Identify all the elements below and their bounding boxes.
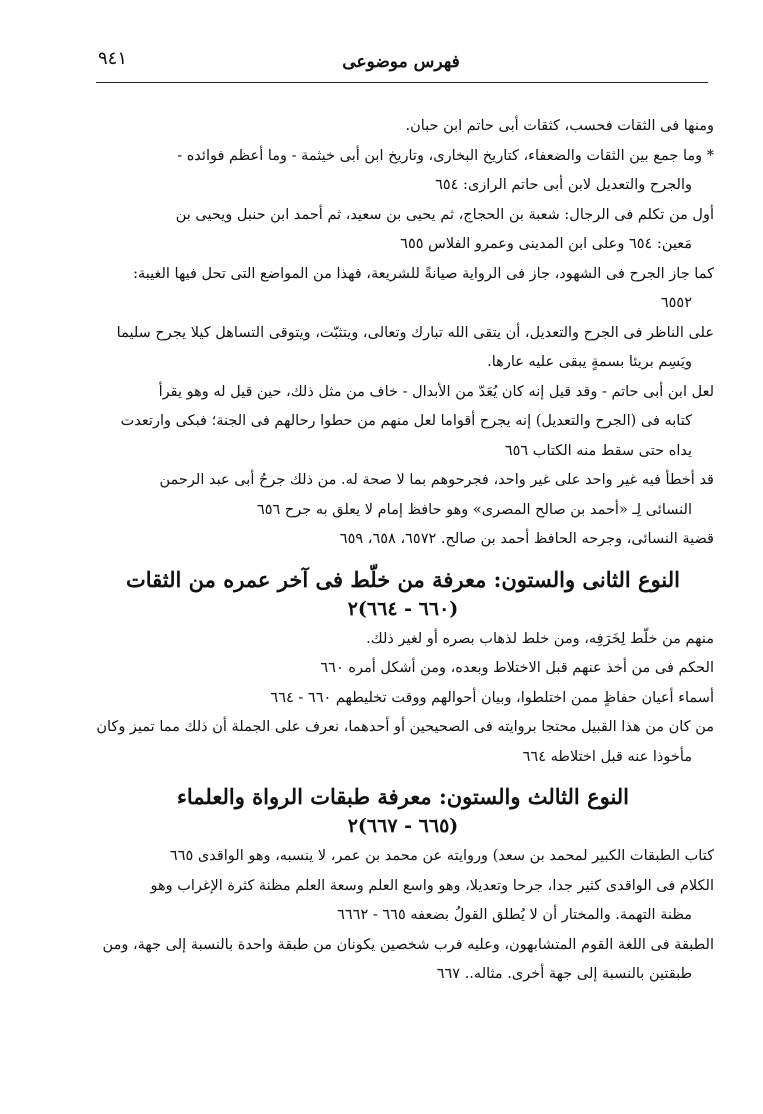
index-line: طبقتين بالنسبة إلى جهة أخرى. مثاله.. ٦٦٧	[436, 966, 692, 982]
running-title: فهرس موضوعى	[342, 52, 460, 72]
index-line: * وما جمع بين الثقات والضعفاء، كتاريخ البخارى، وتاريخ ابن أبى خيثمة - وما أعظم فوائده -	[177, 147, 714, 164]
index-entries	[92, 112, 714, 990]
index-line: يداه حتى سقط منه الكتاب ٦٥٦	[504, 442, 692, 459]
index-line: قد أخطأ فيه غير واحد على غير واحد، فجرحوهم بما لا صحة له. من ذلك جرحُ أبى عبد الرحمن	[159, 472, 714, 488]
index-line: قضية النسائى، وجرحه الحافظ أحمد بن صالح. ٦٥٧٢، ٦٥٨، ٦٥٩	[339, 531, 714, 547]
index-line: الحكم فى من أخذ عنهم قبل الاختلاط وبعده، ومن أشكل أمره ٦٦٠	[320, 660, 714, 676]
header-rule	[96, 82, 708, 83]
index-line: أول من تكلم فى الرجال: شعبة بن الحجاج، ثم يحيى بن سعيد، ثم أحمد ابن حنبل ويحيى بن	[175, 206, 714, 223]
index-line: كما جاز الجرح فى الشهود، جاز فى الرواية صيانةً للشريعة، فهذا من المواضع التى تحل فيها الغيبة:	[133, 265, 714, 282]
section-heading: النوع الثالث والستون: معرفة طبقات الرواة والعلماء	[176, 784, 630, 809]
section-page-range: (٦٦٥ - ٦٦٧)٢	[347, 815, 459, 837]
index-line: والجرح والتعديل لابن أبى حاتم الرازى: ٦٥٤	[435, 177, 692, 193]
page-number: ٩٤١	[98, 48, 128, 69]
index-line: ويَسِم بريئا بسمةٍ يبقى عليه عارها.	[487, 354, 692, 370]
index-line: ٦٥٥٢	[660, 295, 692, 311]
index-line: الكلام فى الواقدى كثير جدا، جرحا وتعديلا، وهو واسع العلم وسعة العلم مظنة كثرة الإغراب وهو	[150, 877, 714, 894]
index-line: لعل ابن أبى حاتم - وقد قيل إنه كان يُعَدّ من الأبدال - خاف من مثل ذلك، حين قيل له وهو يقرأ	[158, 383, 714, 400]
index-line: مظنة التهمة. والمختار أن لا يُطلق القولُ بضعفه ٦٦٥ - ٦٦٦٢	[337, 907, 692, 923]
index-line: أسماء أعيان حفاظٍ ممن اختلطوا، وبيان أحوالهم ووقت تخليطهم ٦٦٠ - ٦٦٤	[270, 689, 714, 706]
page-header	[96, 48, 706, 78]
index-line: من كان من هذا القبيل محتجا بروايته فى الصحيحين أو أحدهما، نعرف على الجملة أن ذلك مما تميز وكان	[96, 719, 714, 735]
index-line: منهم من خلّط لِخَرَفِه، ومن خلط لذهاب بصره أو لغير ذلك.	[366, 630, 714, 647]
index-line: مَعين: ٦٥٤ وعلى ابن المدينى وعمرو الفلاس ٦٥٥	[400, 236, 692, 252]
section-heading: النوع الثانى والستون: معرفة من خلّط فى آخر عمره من الثقات	[125, 566, 680, 592]
index-line: على الناظر فى الجرح والتعديل، أن يتقى الله تبارك وتعالى، ويتثبّت، ويتوقى التساهل كيلا يجرح سليما	[116, 324, 714, 341]
section-page-range: (٦٦٠ - ٦٦٤)٢	[347, 597, 459, 620]
index-line: ومنها فى الثقات فحسب، كثقات أبى حاتم ابن حبان.	[405, 118, 714, 134]
index-line: مأخوذا عنه قبل اختلاطه ٦٦٤	[522, 748, 692, 765]
index-line: كتابه فى (الجرح والتعديل) إنه يجرح أقواما لعل منهم من حطوا رحالهم فى الجنة؛ فبكى وارتعدت	[120, 413, 692, 429]
index-line: الطبقة فى اللغة القوم المتشابهون، وعليه فرب شخصين يكونان من طبقة واحدة بالنسبة إلى جهة، ومن	[102, 936, 714, 953]
index-line: النسائى لِـ «أحمد بن صالح المصرى» وهو حافظ إمام لا يعلق به جرح ٦٥٦	[256, 501, 692, 518]
index-line: كتاب الطبقات الكبير لمحمد بن سعد) وروايته عن محمد بن عمر، لا ينسبه، وهو الواقدى ٦٦٥	[169, 848, 714, 864]
